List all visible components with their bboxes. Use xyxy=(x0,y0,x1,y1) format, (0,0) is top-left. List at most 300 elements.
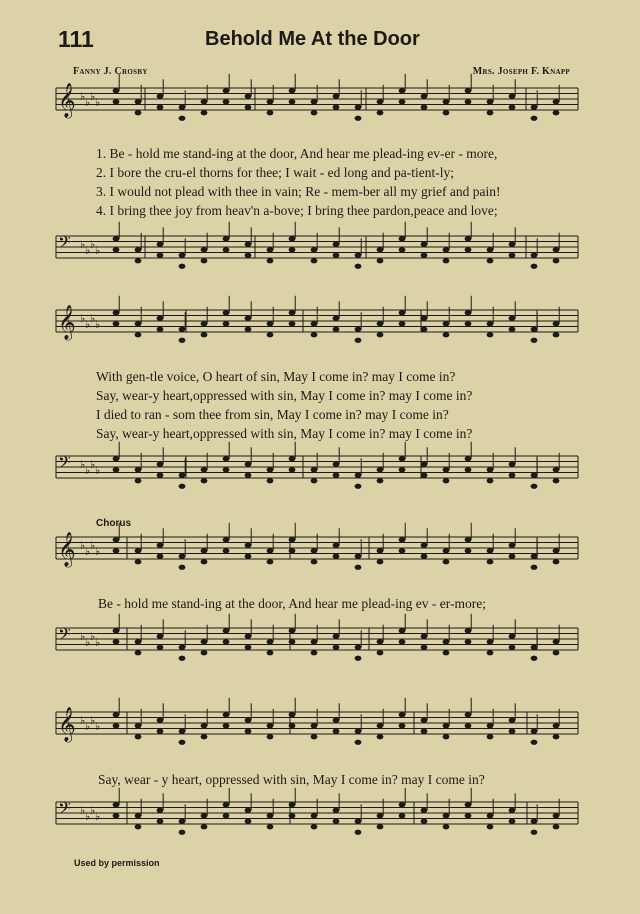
note-head xyxy=(201,548,208,553)
note-head xyxy=(531,264,538,269)
bass-clef-icon: 𝄢 xyxy=(58,624,71,648)
note-head xyxy=(201,110,208,115)
note-head xyxy=(179,819,186,824)
note-head xyxy=(157,242,164,247)
note-head xyxy=(223,456,230,461)
note-head xyxy=(531,729,538,734)
note-head xyxy=(289,88,296,93)
note-head xyxy=(399,723,406,728)
verse-3-line-b: I died to ran - som thee from sin, May I come in? may I come in? xyxy=(96,407,449,422)
note-head xyxy=(157,327,164,332)
note-head xyxy=(289,723,296,728)
note-head xyxy=(465,813,472,818)
note-head xyxy=(135,258,142,263)
flat-icon: ♭ xyxy=(90,312,96,325)
note-head xyxy=(333,645,340,650)
note-head xyxy=(113,628,120,633)
note-head xyxy=(421,473,428,478)
note-head xyxy=(487,321,494,326)
note-head xyxy=(135,321,142,326)
note-head xyxy=(443,639,450,644)
note-head xyxy=(399,537,406,542)
note-head xyxy=(333,316,340,321)
note-head xyxy=(311,467,318,472)
note-head xyxy=(443,734,450,739)
note-head xyxy=(157,645,164,650)
note-head xyxy=(179,554,186,559)
note-head xyxy=(553,258,560,263)
note-head xyxy=(179,327,186,332)
verse-3-line-a: 3. I would not plead with thee in vain; Re - mem-ber all my grief and pain! xyxy=(96,184,501,199)
flat-icon: ♭ xyxy=(80,90,86,103)
note-head xyxy=(157,105,164,110)
flat-icon: ♭ xyxy=(85,545,91,558)
note-head xyxy=(245,729,252,734)
note-head xyxy=(399,813,406,818)
note-head xyxy=(377,99,384,104)
verse-1-line-a: 1. Be - hold me stand-ing at the door, And hear me plead-ing ev-er - more, xyxy=(96,146,498,161)
note-head xyxy=(443,110,450,115)
note-head xyxy=(465,723,472,728)
note-head xyxy=(201,467,208,472)
note-head xyxy=(223,247,230,252)
note-head xyxy=(487,813,494,818)
note-head xyxy=(421,718,428,723)
note-head xyxy=(267,723,274,728)
note-head xyxy=(421,819,428,824)
note-head xyxy=(509,105,516,110)
note-head xyxy=(333,462,340,467)
note-head xyxy=(289,548,296,553)
note-head xyxy=(245,473,252,478)
note-head xyxy=(245,645,252,650)
note-head xyxy=(399,467,406,472)
note-head xyxy=(289,628,296,633)
note-head xyxy=(421,94,428,99)
note-head xyxy=(553,478,560,483)
note-head xyxy=(377,467,384,472)
flat-icon: ♭ xyxy=(80,458,86,471)
note-head xyxy=(179,645,186,650)
note-head xyxy=(267,258,274,263)
note-head xyxy=(267,548,274,553)
note-head xyxy=(135,548,142,553)
note-head xyxy=(267,650,274,655)
chorus-line-1: Be - hold me stand-ing at the door, And hear me plead-ing ev - er-more; xyxy=(98,596,486,611)
note-head xyxy=(487,824,494,829)
note-head xyxy=(201,559,208,564)
note-head xyxy=(311,110,318,115)
note-head xyxy=(465,236,472,241)
note-head xyxy=(135,332,142,337)
note-head xyxy=(421,554,428,559)
note-head xyxy=(509,645,516,650)
flat-icon: ♭ xyxy=(90,458,96,471)
note-head xyxy=(333,242,340,247)
note-head xyxy=(399,802,406,807)
flat-icon: ♭ xyxy=(95,636,101,649)
verse-2-line-b: Say, wear-y heart,oppressed with sin, May I come in? may I come in? xyxy=(96,388,473,403)
note-head xyxy=(465,456,472,461)
note-head xyxy=(377,824,384,829)
note-head xyxy=(311,99,318,104)
note-head xyxy=(509,634,516,639)
flat-icon: ♭ xyxy=(85,244,91,257)
note-head xyxy=(179,105,186,110)
note-head xyxy=(135,478,142,483)
bass-clef-icon: 𝄢 xyxy=(58,452,71,476)
note-head xyxy=(487,734,494,739)
note-head xyxy=(201,650,208,655)
note-head xyxy=(245,105,252,110)
note-head xyxy=(377,639,384,644)
note-head xyxy=(201,332,208,337)
note-head xyxy=(267,824,274,829)
note-head xyxy=(377,321,384,326)
note-head xyxy=(487,258,494,263)
note-head xyxy=(355,116,362,121)
note-head xyxy=(553,813,560,818)
note-head xyxy=(267,99,274,104)
treble-clef-icon: 𝄞 xyxy=(58,707,76,742)
note-head xyxy=(289,802,296,807)
note-head xyxy=(333,808,340,813)
note-head xyxy=(289,99,296,104)
flat-icon: ♭ xyxy=(90,90,96,103)
note-head xyxy=(487,548,494,553)
note-head xyxy=(201,478,208,483)
note-head xyxy=(267,332,274,337)
note-head xyxy=(201,734,208,739)
note-head xyxy=(311,559,318,564)
flat-icon: ♭ xyxy=(95,318,101,331)
note-head xyxy=(157,316,164,321)
note-head xyxy=(223,723,230,728)
flat-icon: ♭ xyxy=(80,238,86,251)
note-head xyxy=(179,656,186,661)
note-head xyxy=(465,467,472,472)
note-head xyxy=(245,543,252,548)
note-head xyxy=(355,105,362,110)
note-head xyxy=(421,105,428,110)
note-head xyxy=(355,565,362,570)
note-head xyxy=(333,473,340,478)
note-head xyxy=(465,639,472,644)
note-head xyxy=(267,467,274,472)
note-head xyxy=(443,467,450,472)
note-head xyxy=(443,548,450,553)
note-head xyxy=(223,712,230,717)
note-head xyxy=(355,830,362,835)
flat-icon: ♭ xyxy=(90,630,96,643)
note-head xyxy=(509,242,516,247)
verse-4-line-a: 4. I bring thee joy from heav'n a-bove; I bring thee pardon,peace and love; xyxy=(96,203,498,218)
note-head xyxy=(399,639,406,644)
note-head xyxy=(135,813,142,818)
note-head xyxy=(179,729,186,734)
note-head xyxy=(333,327,340,332)
note-head xyxy=(355,729,362,734)
note-head xyxy=(421,327,428,332)
note-head xyxy=(157,543,164,548)
note-head xyxy=(509,729,516,734)
note-head xyxy=(311,258,318,263)
note-head xyxy=(553,734,560,739)
note-head xyxy=(245,253,252,258)
note-head xyxy=(399,628,406,633)
note-head xyxy=(157,808,164,813)
note-head xyxy=(289,537,296,542)
note-head xyxy=(113,712,120,717)
note-head xyxy=(179,565,186,570)
note-head xyxy=(157,819,164,824)
note-head xyxy=(399,548,406,553)
note-head xyxy=(113,88,120,93)
note-head xyxy=(113,467,120,472)
note-head xyxy=(553,99,560,104)
note-head xyxy=(355,327,362,332)
note-head xyxy=(421,462,428,467)
note-head xyxy=(223,628,230,633)
note-head xyxy=(311,478,318,483)
note-head xyxy=(553,723,560,728)
note-head xyxy=(289,456,296,461)
verse-4-line-b: Say, wear-y heart,oppressed with sin, May I come in? may I come in? xyxy=(96,426,473,441)
note-head xyxy=(311,813,318,818)
note-head xyxy=(377,548,384,553)
note-head xyxy=(355,473,362,478)
note-head xyxy=(399,321,406,326)
note-head xyxy=(487,247,494,252)
note-head xyxy=(421,729,428,734)
flat-icon: ♭ xyxy=(90,714,96,727)
note-head xyxy=(311,321,318,326)
note-head xyxy=(113,456,120,461)
note-head xyxy=(531,830,538,835)
verse-1-line-b: With gen-tle voice, O heart of sin, May I come in? may I come in? xyxy=(96,369,456,384)
note-head xyxy=(487,467,494,472)
note-head xyxy=(377,247,384,252)
bass-clef-icon: 𝄢 xyxy=(58,798,71,822)
note-head xyxy=(421,634,428,639)
note-head xyxy=(509,473,516,478)
note-head xyxy=(135,650,142,655)
note-head xyxy=(311,824,318,829)
note-head xyxy=(223,310,230,315)
note-head xyxy=(399,712,406,717)
note-head xyxy=(311,734,318,739)
flat-icon: ♭ xyxy=(85,96,91,109)
note-head xyxy=(135,559,142,564)
note-head xyxy=(355,264,362,269)
note-head xyxy=(465,537,472,542)
note-head xyxy=(355,740,362,745)
note-head xyxy=(223,88,230,93)
note-head xyxy=(311,723,318,728)
note-head xyxy=(443,99,450,104)
note-head xyxy=(355,819,362,824)
note-head xyxy=(487,650,494,655)
note-head xyxy=(531,656,538,661)
note-head xyxy=(509,554,516,559)
permission-note: Used by permission xyxy=(74,858,160,868)
note-head xyxy=(289,310,296,315)
note-head xyxy=(487,723,494,728)
note-head xyxy=(245,634,252,639)
note-head xyxy=(333,105,340,110)
note-head xyxy=(267,559,274,564)
note-head xyxy=(245,94,252,99)
note-head xyxy=(289,467,296,472)
note-head xyxy=(289,712,296,717)
note-head xyxy=(135,734,142,739)
flat-icon: ♭ xyxy=(85,636,91,649)
note-head xyxy=(509,718,516,723)
note-head xyxy=(553,247,560,252)
flat-icon: ♭ xyxy=(95,244,101,257)
note-head xyxy=(399,310,406,315)
note-head xyxy=(223,548,230,553)
note-head xyxy=(421,242,428,247)
note-head xyxy=(377,734,384,739)
note-head xyxy=(267,110,274,115)
note-head xyxy=(245,462,252,467)
note-head xyxy=(157,462,164,467)
note-head xyxy=(355,656,362,661)
note-head xyxy=(487,559,494,564)
note-head xyxy=(465,628,472,633)
note-head xyxy=(245,819,252,824)
hymn-number: 111 xyxy=(58,26,94,52)
note-head xyxy=(267,247,274,252)
note-head xyxy=(355,554,362,559)
flat-icon: ♭ xyxy=(95,720,101,733)
note-head xyxy=(421,316,428,321)
flat-icon: ♭ xyxy=(80,804,86,817)
flat-icon: ♭ xyxy=(90,238,96,251)
note-head xyxy=(355,645,362,650)
note-head xyxy=(509,808,516,813)
note-head xyxy=(179,253,186,258)
note-head xyxy=(113,537,120,542)
note-head xyxy=(355,338,362,343)
note-head xyxy=(531,253,538,258)
note-head xyxy=(377,559,384,564)
note-head xyxy=(531,645,538,650)
note-head xyxy=(245,327,252,332)
note-head xyxy=(289,247,296,252)
note-head xyxy=(531,473,538,478)
note-head xyxy=(553,824,560,829)
note-head xyxy=(443,332,450,337)
note-head xyxy=(553,110,560,115)
note-head xyxy=(113,723,120,728)
note-head xyxy=(333,543,340,548)
note-head xyxy=(311,332,318,337)
note-head xyxy=(135,247,142,252)
note-head xyxy=(443,321,450,326)
note-head xyxy=(135,824,142,829)
note-head xyxy=(201,99,208,104)
note-head xyxy=(421,808,428,813)
note-head xyxy=(311,548,318,553)
note-head xyxy=(311,247,318,252)
note-head xyxy=(113,548,120,553)
note-head xyxy=(531,116,538,121)
note-head xyxy=(443,824,450,829)
note-head xyxy=(201,247,208,252)
note-head xyxy=(245,242,252,247)
note-head xyxy=(113,247,120,252)
note-head xyxy=(377,110,384,115)
note-head xyxy=(487,478,494,483)
note-head xyxy=(531,105,538,110)
note-head xyxy=(509,543,516,548)
note-head xyxy=(223,813,230,818)
note-head xyxy=(553,559,560,564)
note-head xyxy=(267,478,274,483)
note-head xyxy=(201,813,208,818)
note-head xyxy=(179,740,186,745)
note-head xyxy=(509,253,516,258)
note-head xyxy=(289,321,296,326)
note-head xyxy=(179,484,186,489)
note-head xyxy=(333,554,340,559)
note-head xyxy=(113,99,120,104)
note-head xyxy=(179,264,186,269)
note-head xyxy=(487,99,494,104)
note-head xyxy=(223,99,230,104)
note-head xyxy=(443,559,450,564)
flat-icon: ♭ xyxy=(95,545,101,558)
note-head xyxy=(333,718,340,723)
note-head xyxy=(377,332,384,337)
note-head xyxy=(333,729,340,734)
flat-icon: ♭ xyxy=(90,539,96,552)
note-head xyxy=(531,554,538,559)
note-head xyxy=(223,802,230,807)
note-head xyxy=(245,718,252,723)
flat-icon: ♭ xyxy=(80,539,86,552)
note-head xyxy=(201,639,208,644)
note-head xyxy=(531,565,538,570)
note-head xyxy=(355,253,362,258)
note-head xyxy=(531,338,538,343)
note-head xyxy=(113,321,120,326)
note-head xyxy=(509,94,516,99)
note-head xyxy=(465,802,472,807)
lyricist-credit: Fanny J. Crosby xyxy=(73,66,148,77)
flat-icon: ♭ xyxy=(80,714,86,727)
flat-icon: ♭ xyxy=(85,464,91,477)
treble-clef-icon: 𝄞 xyxy=(58,83,76,118)
note-head xyxy=(113,236,120,241)
note-head xyxy=(157,554,164,559)
note-head xyxy=(223,467,230,472)
note-head xyxy=(443,478,450,483)
note-head xyxy=(531,740,538,745)
flat-icon: ♭ xyxy=(80,630,86,643)
note-head xyxy=(465,99,472,104)
flat-icon: ♭ xyxy=(90,804,96,817)
note-head xyxy=(377,813,384,818)
note-head xyxy=(223,639,230,644)
note-head xyxy=(135,639,142,644)
note-head xyxy=(245,554,252,559)
composer-credit: Mrs. Joseph F. Knapp xyxy=(472,66,570,77)
note-head xyxy=(377,723,384,728)
note-head xyxy=(465,548,472,553)
